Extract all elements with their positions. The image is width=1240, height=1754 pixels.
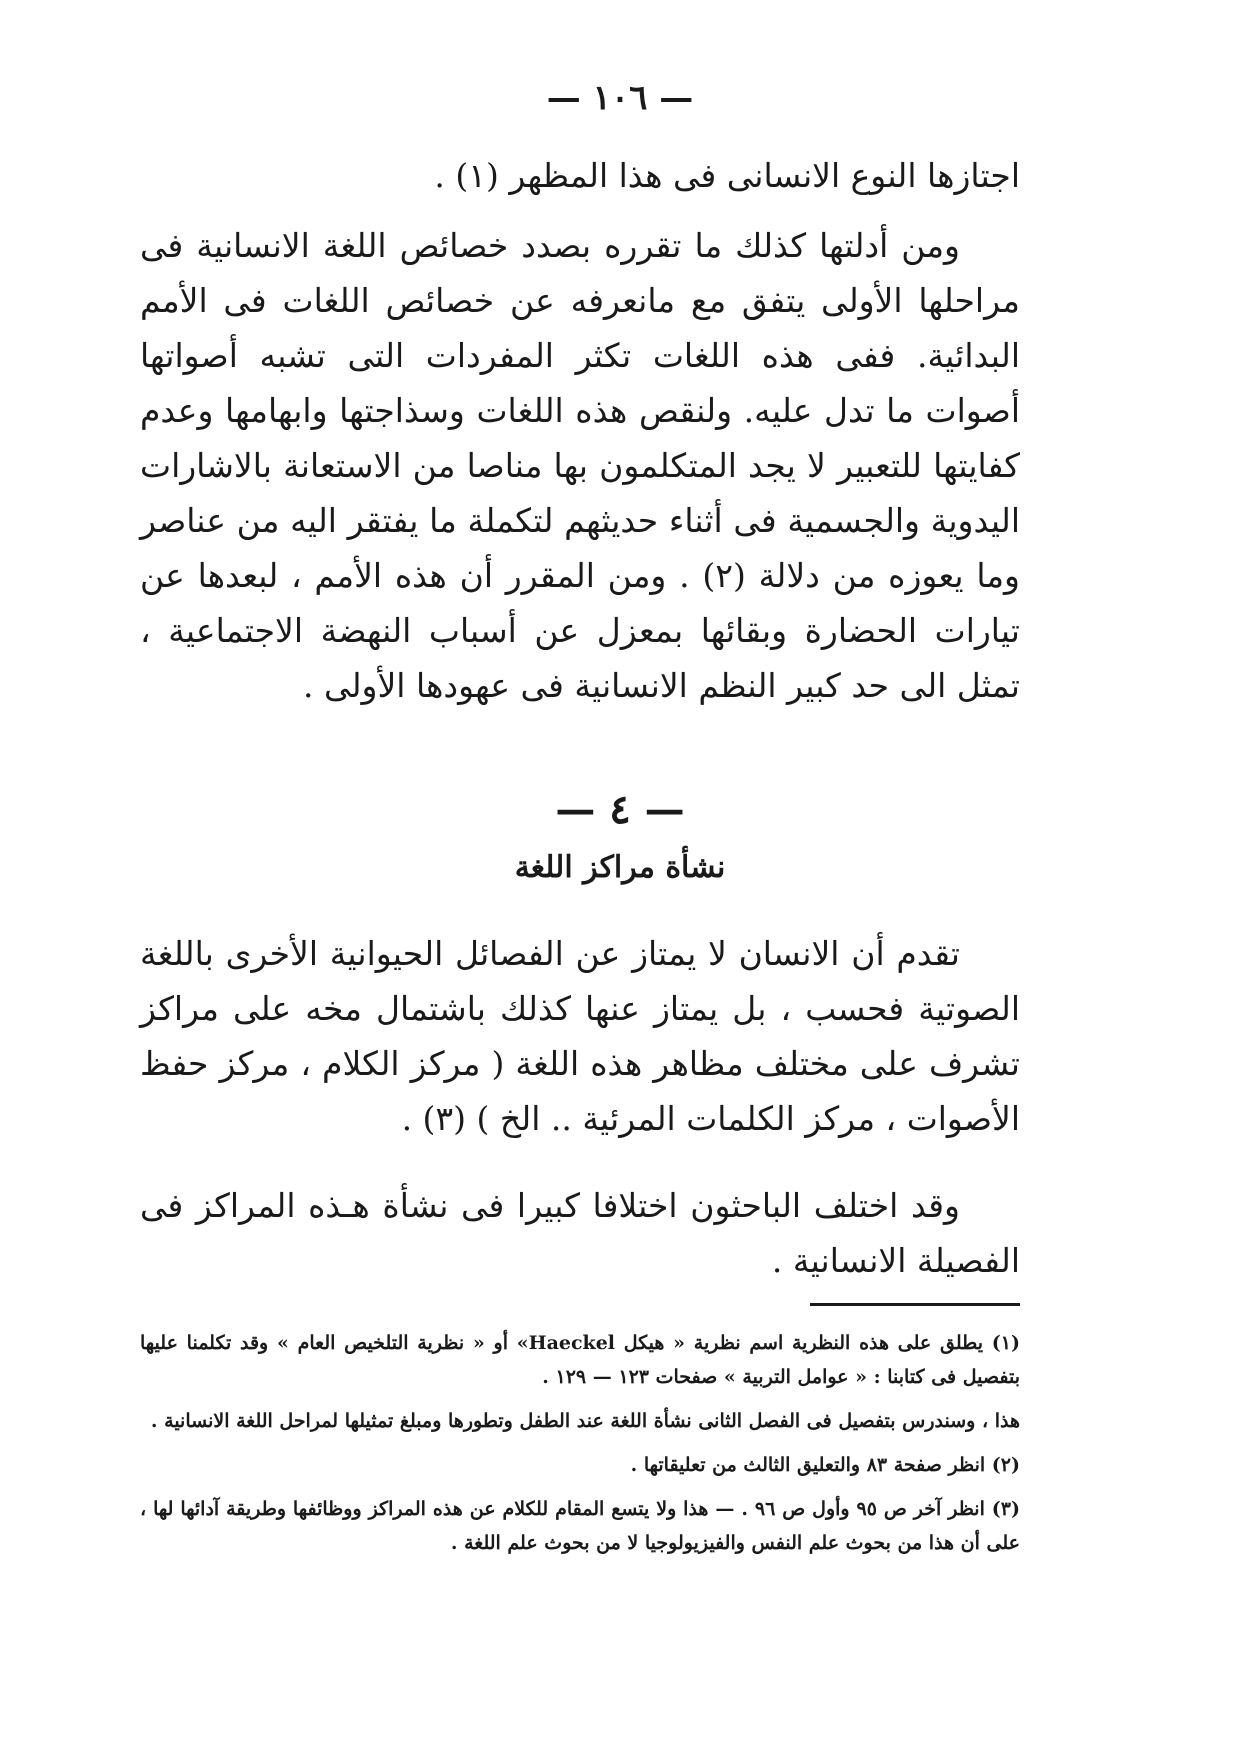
section-number: — ٤ — xyxy=(555,786,685,833)
paragraph-3-text: تقدم أن الانسان لا يمتاز عن الفصائل الحيوانية الأخرى باللغة الصوتية فحسب ، بل يمتاز عنها كذلك باشتمال مخه على مراكز تشرف على مختلف مظاهر هذه اللغة ( مركز الكلام ، مركز حفظ الأصوات ، مركز الكلمات المرئية .. الخ ) (٣) . xyxy=(140,934,1020,1138)
footnote-3: (٣) انظر آخر ص ٩٥ وأول ص ٩٦ . — هذا ولا يتسع المقام للكلام عن هذه المراكز ووظائفها وطريقة آدائها لها ، على أن هذا من بحوث علم النفس والفيزيولوجيا لا من بحوث علم اللغة . xyxy=(140,1498,1020,1554)
paragraph-4 xyxy=(140,1178,1020,1288)
paragraph-2-text: ومن أدلتها كذلك ما تقرره بصدد خصائص اللغة الانسانية فى مراحلها الأولى يتفق مع مانعرفه عن خصائص اللغات فى الأمم البدائية. ففى هذه اللغات تكثر المفردات التى تشبه أصواتها أصوات ما تدل عليه. ولنقص هذه اللغات وسذاجتها وابهامها وعدم كفايتها للتعبير لا يجد المتكلمون بها مناصا من الاستعانة بالاشارات اليدوية والجسمية فى أثناء حديثهم لتكملة ما يفتقر اليه من عناصر وما يعوزه من دلالة (٢) . ومن المقرر أن هذه الأمم ، لبعدها عن تيارات الحضارة وبقائها بمعزل عن أسباب النهضة الاجتماعية ، تمثل الى حد كبير النظم الانسانية فى عهودها الأولى . xyxy=(140,226,1020,705)
footnotes xyxy=(140,1326,1020,1570)
paragraph-2 xyxy=(140,218,1020,713)
paragraph-1-text: اجتازها النوع الانسانى فى هذا المظهر (١) . xyxy=(434,156,1020,195)
footnote-1-continuation: هذا ، وسندرس بتفصيل فى الفصل الثانى نشأة اللغة عند الطفل وتطورها ومبلغ تمثيلها لمراحل اللغة الانسانية . xyxy=(150,1410,1020,1432)
section-title: نشأة مراكز اللغة xyxy=(514,850,726,885)
footnote-1: (١) يطلق على هذه النظرية اسم نظرية « هيكل Haeckel» أو « نظرية التلخيص العام » وقد تكلمنا عليها بتفصيل فى كتابنا : « عوامل التربية » صفحات ١٢٣ — ١٢٩ . xyxy=(140,1332,1021,1388)
footnote-divider xyxy=(810,1303,1020,1306)
footnote-2: (٢) انظر صفحة ٨٣ والتعليق الثالث من تعليقاتها . xyxy=(630,1454,1020,1476)
paragraph-3 xyxy=(140,926,1020,1146)
paragraph-4-text: وقد اختلف الباحثون اختلافا كبيرا فى نشأة هـذه المراكز فى الفصيلة الانسانية . xyxy=(140,1186,1020,1280)
page-number: — ١٠٦ — xyxy=(546,78,694,118)
paragraph-1 xyxy=(140,148,1020,203)
